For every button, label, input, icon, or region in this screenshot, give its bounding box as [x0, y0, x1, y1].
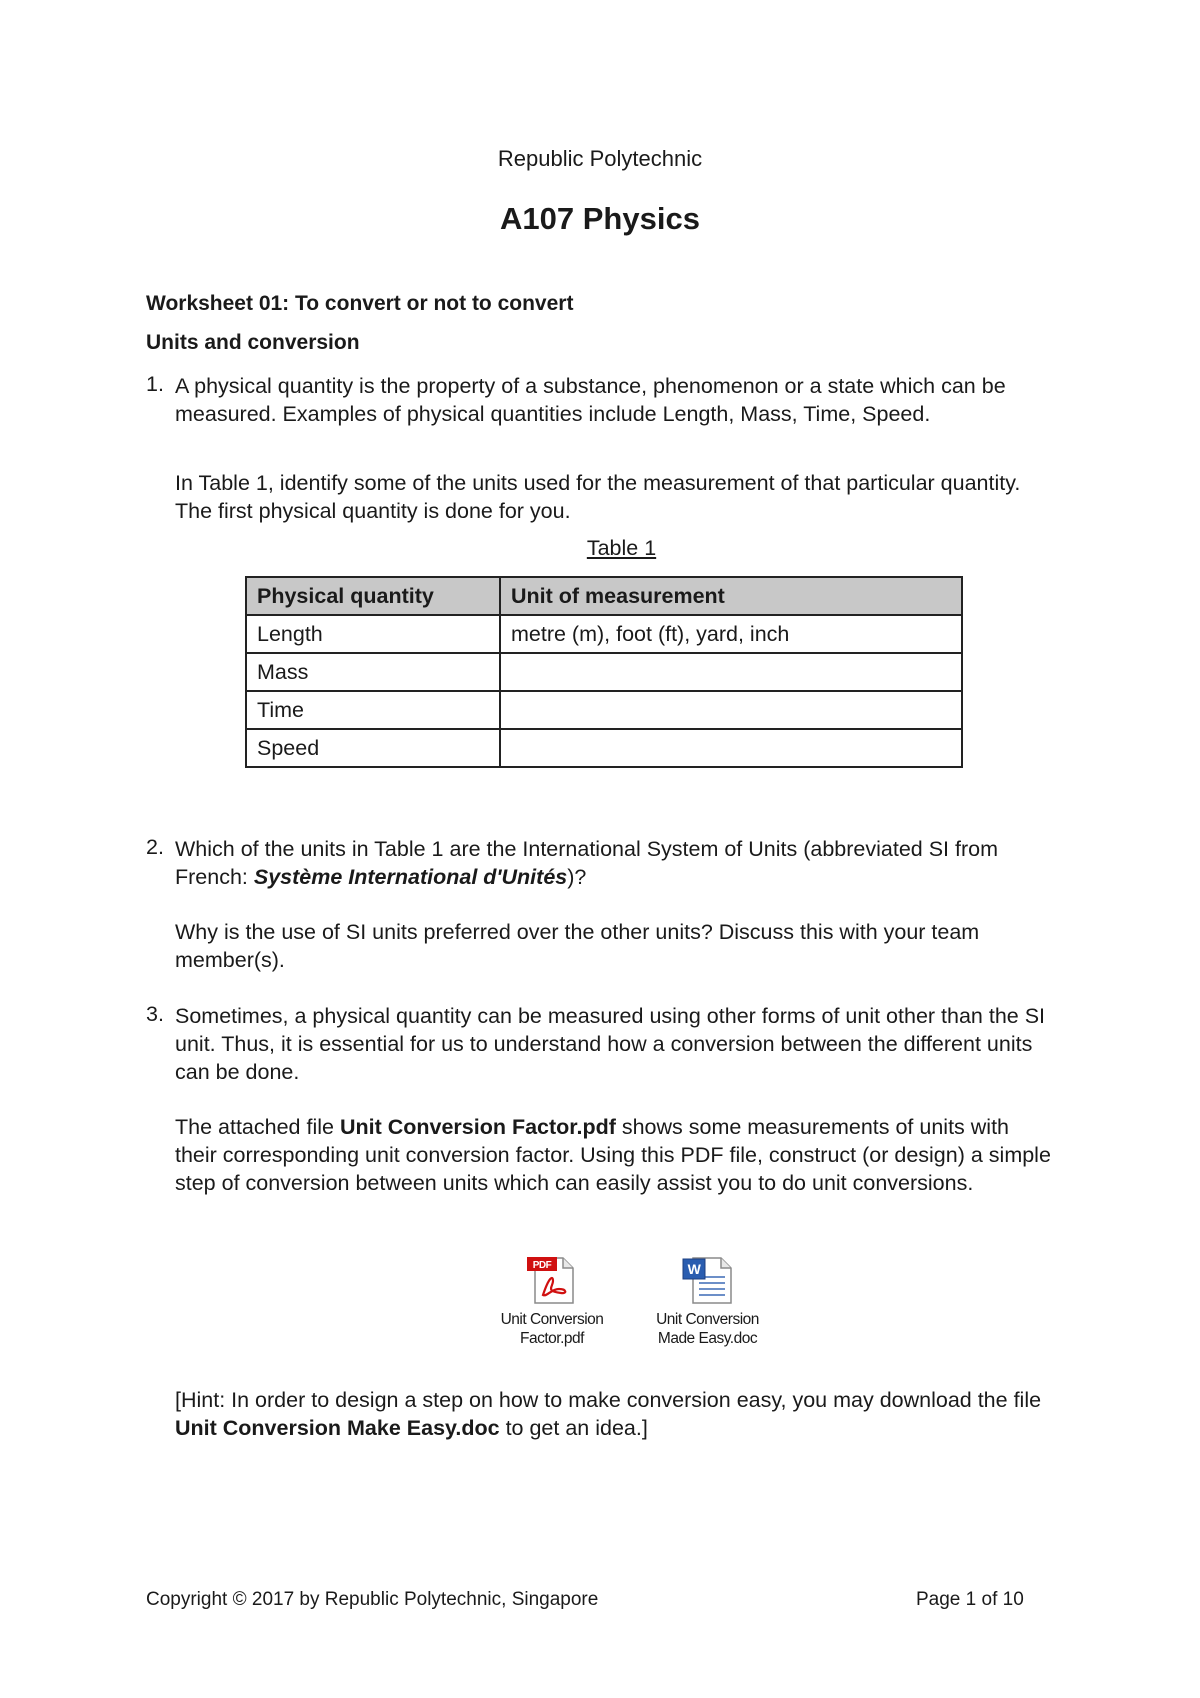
q2-number: 2. — [146, 835, 164, 859]
svg-text:W: W — [687, 1261, 700, 1277]
q3-hint — [175, 1386, 1055, 1442]
q2-discussion: Why is the use of SI units preferred over the other units? Discuss this with your team member(s). — [175, 920, 980, 972]
attachment-label: Unit Conversion — [500, 1311, 604, 1328]
pdf-file-reference: Unit Conversion Factor.pdf — [339, 1115, 616, 1139]
table-header-row — [246, 577, 962, 615]
attachment-label: Unit Conversion — [656, 1311, 759, 1328]
units-table — [245, 576, 963, 768]
footer-copyright: Copyright © 2017 by Republic Polytechnic, Singapore — [146, 1589, 599, 1610]
french-term: Système International d'Unités — [253, 865, 568, 889]
worksheet-title: Worksheet 01: To convert or not to convert — [146, 292, 574, 315]
pdf-file-icon — [523, 1255, 581, 1305]
q1-instruction: In Table 1, identify some of the units used for the measurement of that particular quantity. The first physical quantity is done for you. — [175, 471, 1021, 523]
table-cell — [500, 653, 962, 691]
q2-text-after: )? — [567, 865, 587, 889]
institution-name: Republic Polytechnic — [497, 146, 703, 171]
q3-number: 3. — [146, 1002, 164, 1026]
table-row — [246, 729, 962, 767]
table-cell: Speed — [246, 729, 500, 767]
table-cell: Mass — [246, 653, 500, 691]
q3-text: Sometimes, a physical quantity can be measured using other forms of unit other than the SI unit. Thus, it is essential for us to understand how a conversion between the different units can be done. — [175, 1004, 1046, 1084]
hint-before: [Hint: In order to design a step on how to make conversion easy, you may download the file — [175, 1388, 1042, 1412]
table-row — [246, 691, 962, 729]
q3-para-before: The attached file — [175, 1115, 340, 1139]
attachment-label: Factor.pdf — [520, 1330, 584, 1347]
q3-paragraph — [175, 1113, 1055, 1197]
table-cell — [500, 691, 962, 729]
table-header-cell: Unit of measurement — [500, 577, 962, 615]
table-row — [246, 615, 962, 653]
q2-text-before: Which of the units in Table 1 are the International System of Units (abbreviated SI from French: — [175, 837, 998, 889]
footer-page-number: Page 1 of 10 — [916, 1589, 1024, 1610]
q1-number: 1. — [146, 372, 164, 396]
table-row — [246, 653, 962, 691]
q2-text — [175, 835, 1055, 891]
hint-after: to get an idea.] — [499, 1416, 648, 1440]
word-attachment[interactable] — [640, 1255, 775, 1348]
word-file-icon — [679, 1255, 737, 1305]
svg-text:PDF: PDF — [532, 1260, 552, 1271]
section-heading: Units and conversion — [146, 331, 360, 354]
table-caption: Table 1 — [586, 536, 657, 560]
q3-para-after: shows some measurements of units with their corresponding unit conversion factor. Using this PDF file, construct (or design) a simple step of conversion between units which can easily assist you to do unit conversions. — [175, 1115, 1051, 1195]
q1-text: A physical quantity is the property of a substance, phenomenon or a state which can be measured. Examples of physical quantities include Length, Mass, Time, Speed. — [175, 374, 1006, 426]
pdf-attachment[interactable] — [487, 1255, 617, 1348]
table-cell: metre (m), foot (ft), yard, inch — [500, 615, 962, 653]
course-title: A107 Physics — [500, 201, 700, 236]
table-header-cell: Physical quantity — [246, 577, 500, 615]
table-cell: Time — [246, 691, 500, 729]
attachment-label: Made Easy.doc — [657, 1330, 758, 1347]
table-cell — [500, 729, 962, 767]
table-cell: Length — [246, 615, 500, 653]
doc-file-reference: Unit Conversion Make Easy.doc — [175, 1416, 500, 1440]
